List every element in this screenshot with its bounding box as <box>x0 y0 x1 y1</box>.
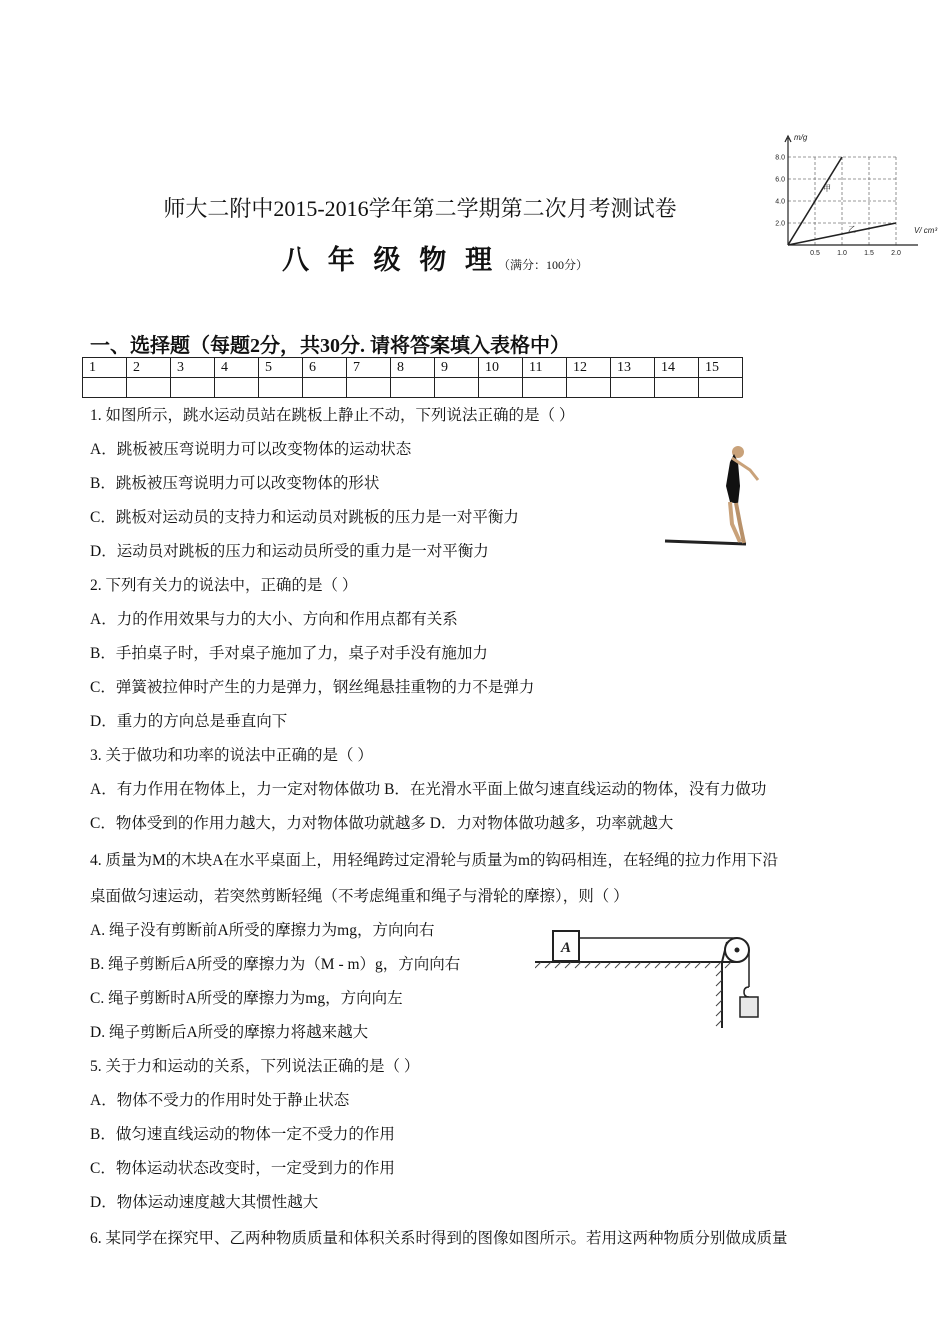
chart-y-axis-label: m/g <box>794 133 808 142</box>
block-a-label: A <box>560 940 572 956</box>
answer-number: 13 <box>611 358 655 378</box>
chart-x-tick-label: 1.0 <box>837 250 847 257</box>
chart-y-tick-label: 8.0 <box>775 154 785 162</box>
mass-volume-chart <box>770 130 945 265</box>
q2-option-a: A．力的作用效果与力的大小、方向和作用点都有关系 <box>90 611 458 628</box>
answer-number: 9 <box>435 358 479 378</box>
q5-stem: 5. 关于力和运动的关系，下列说法正确的是（ ） <box>90 1058 420 1075</box>
answer-number: 2 <box>127 358 171 378</box>
exam-title: 师大二附中2015-2016学年第二学期第二次月考测试卷 <box>163 196 677 221</box>
q3-options-cd: C．物体受到的作用力越大，力对物体做功就越多 D．力对物体做功越多，功率就越大 <box>90 815 674 832</box>
subject-label: 八 年 级 物 理 <box>282 245 498 275</box>
q4-option-d: D. 绳子剪断后A所受的摩擦力将越来越大 <box>90 1024 369 1041</box>
answer-cell[interactable] <box>127 378 171 398</box>
chart-x-tick-label: 0.5 <box>810 250 820 257</box>
answer-cell[interactable] <box>435 378 479 398</box>
q6-stem: 6. 某同学在探究甲、乙两种物质质量和体积关系时得到的图像如图所示。若用这两种物质分别做成质量 <box>90 1230 788 1247</box>
chart-y-tick-label: 2.0 <box>775 220 785 228</box>
chart-x-axis-label: V/ cm³ <box>914 226 938 235</box>
q4-option-a: A. 绳子没有剪断前A所受的摩擦力为mg，方向向右 <box>90 922 435 939</box>
q1-stem: 1. 如图所示，跳水运动员站在跳板上静止不动，下列说法正确的是（ ） <box>90 407 575 424</box>
q2-option-d: D．重力的方向总是垂直向下 <box>90 713 288 730</box>
q1-option-b: B．跳板被压弯说明力可以改变物体的形状 <box>90 475 380 492</box>
answer-table <box>82 357 743 398</box>
q1-option-d: D．运动员对跳板的压力和运动员所受的重力是一对平衡力 <box>90 543 489 560</box>
answer-number: 1 <box>83 358 127 378</box>
chart-y-tick-label: 4.0 <box>775 198 785 206</box>
chart-labels <box>775 133 937 257</box>
answer-number-row <box>83 358 743 378</box>
q1-option-c: C．跳板对运动员的支持力和运动员对跳板的压力是一对平衡力 <box>90 509 519 526</box>
answer-cell[interactable] <box>215 378 259 398</box>
q4-option-c: C. 绳子剪断时A所受的摩擦力为mg，方向向左 <box>90 990 403 1007</box>
chart-x-tick-label: 1.5 <box>864 250 874 257</box>
chart-grid <box>788 157 896 245</box>
answer-number: 4 <box>215 358 259 378</box>
pulley-diagram <box>535 925 775 1030</box>
answer-cell[interactable] <box>83 378 127 398</box>
q4-stem-line1: 4. 质量为M的木块A在水平桌面上，用轻绳跨过定滑轮与质量为m的钩码相连，在轻绳的拉力作用下沿 <box>90 852 779 869</box>
q2-option-b: B．手拍桌子时，手对桌子施加了力，桌子对手没有施加力 <box>90 645 488 662</box>
chart-series-label: 乙 <box>848 225 856 234</box>
section-heading: 一、选择题（每题2分，共30分. 请将答案填入表格中） <box>90 335 570 357</box>
answer-number: 10 <box>479 358 523 378</box>
answer-cell[interactable] <box>655 378 699 398</box>
q5-option-d: D．物体运动速度越大其惯性越大 <box>90 1194 319 1211</box>
score-note: （满分：100分） <box>498 258 589 272</box>
chart-x-tick-label: 2.0 <box>891 250 901 257</box>
q1-option-a: A．跳板被压弯说明力可以改变物体的运动状态 <box>90 441 412 458</box>
answer-number: 7 <box>347 358 391 378</box>
q4-option-b: B. 绳子剪断后A所受的摩擦力为（M - m）g，方向向右 <box>90 956 461 973</box>
q3-stem: 3. 关于做功和功率的说法中正确的是（ ） <box>90 747 373 764</box>
answer-number: 12 <box>567 358 611 378</box>
answer-number: 3 <box>171 358 215 378</box>
answer-cell[interactable] <box>171 378 215 398</box>
q3-options-ab: A．有力作用在物体上，力一定对物体做功 B．在光滑水平面上做匀速直线运动的物体，没有力做功 <box>90 781 767 798</box>
answer-cell[interactable] <box>479 378 523 398</box>
q5-option-a: A．物体不受力的作用时处于静止状态 <box>90 1092 350 1109</box>
answer-number: 15 <box>699 358 743 378</box>
chart-series-label: 甲 <box>823 184 831 193</box>
answer-number: 6 <box>303 358 347 378</box>
chart-y-tick-label: 6.0 <box>775 176 785 184</box>
answer-cell[interactable] <box>699 378 743 398</box>
answer-cell[interactable] <box>611 378 655 398</box>
answer-number: 11 <box>523 358 567 378</box>
chart-series-line <box>788 223 896 245</box>
q2-stem: 2. 下列有关力的说法中，正确的是（ ） <box>90 577 358 594</box>
q2-option-c: C．弹簧被拉伸时产生的力是弹力，钢丝绳悬挂重物的力不是弹力 <box>90 679 535 696</box>
q4-stem-line2: 桌面做匀速运动，若突然剪断轻绳（不考虑绳重和绳子与滑轮的摩擦），则（ ） <box>90 888 629 905</box>
diver-illustration <box>660 440 770 552</box>
answer-cell[interactable] <box>391 378 435 398</box>
answer-number: 14 <box>655 358 699 378</box>
answer-cell[interactable] <box>259 378 303 398</box>
answer-number: 8 <box>391 358 435 378</box>
subject-title <box>282 238 588 277</box>
q5-option-c: C．物体运动状态改变时，一定受到力的作用 <box>90 1160 395 1177</box>
answer-cell[interactable] <box>303 378 347 398</box>
answer-cell[interactable] <box>347 378 391 398</box>
q5-option-b: B．做匀速直线运动的物体一定不受力的作用 <box>90 1126 395 1143</box>
answer-number: 5 <box>259 358 303 378</box>
answer-blank-row[interactable] <box>83 378 743 398</box>
answer-cell[interactable] <box>523 378 567 398</box>
answer-cell[interactable] <box>567 378 611 398</box>
